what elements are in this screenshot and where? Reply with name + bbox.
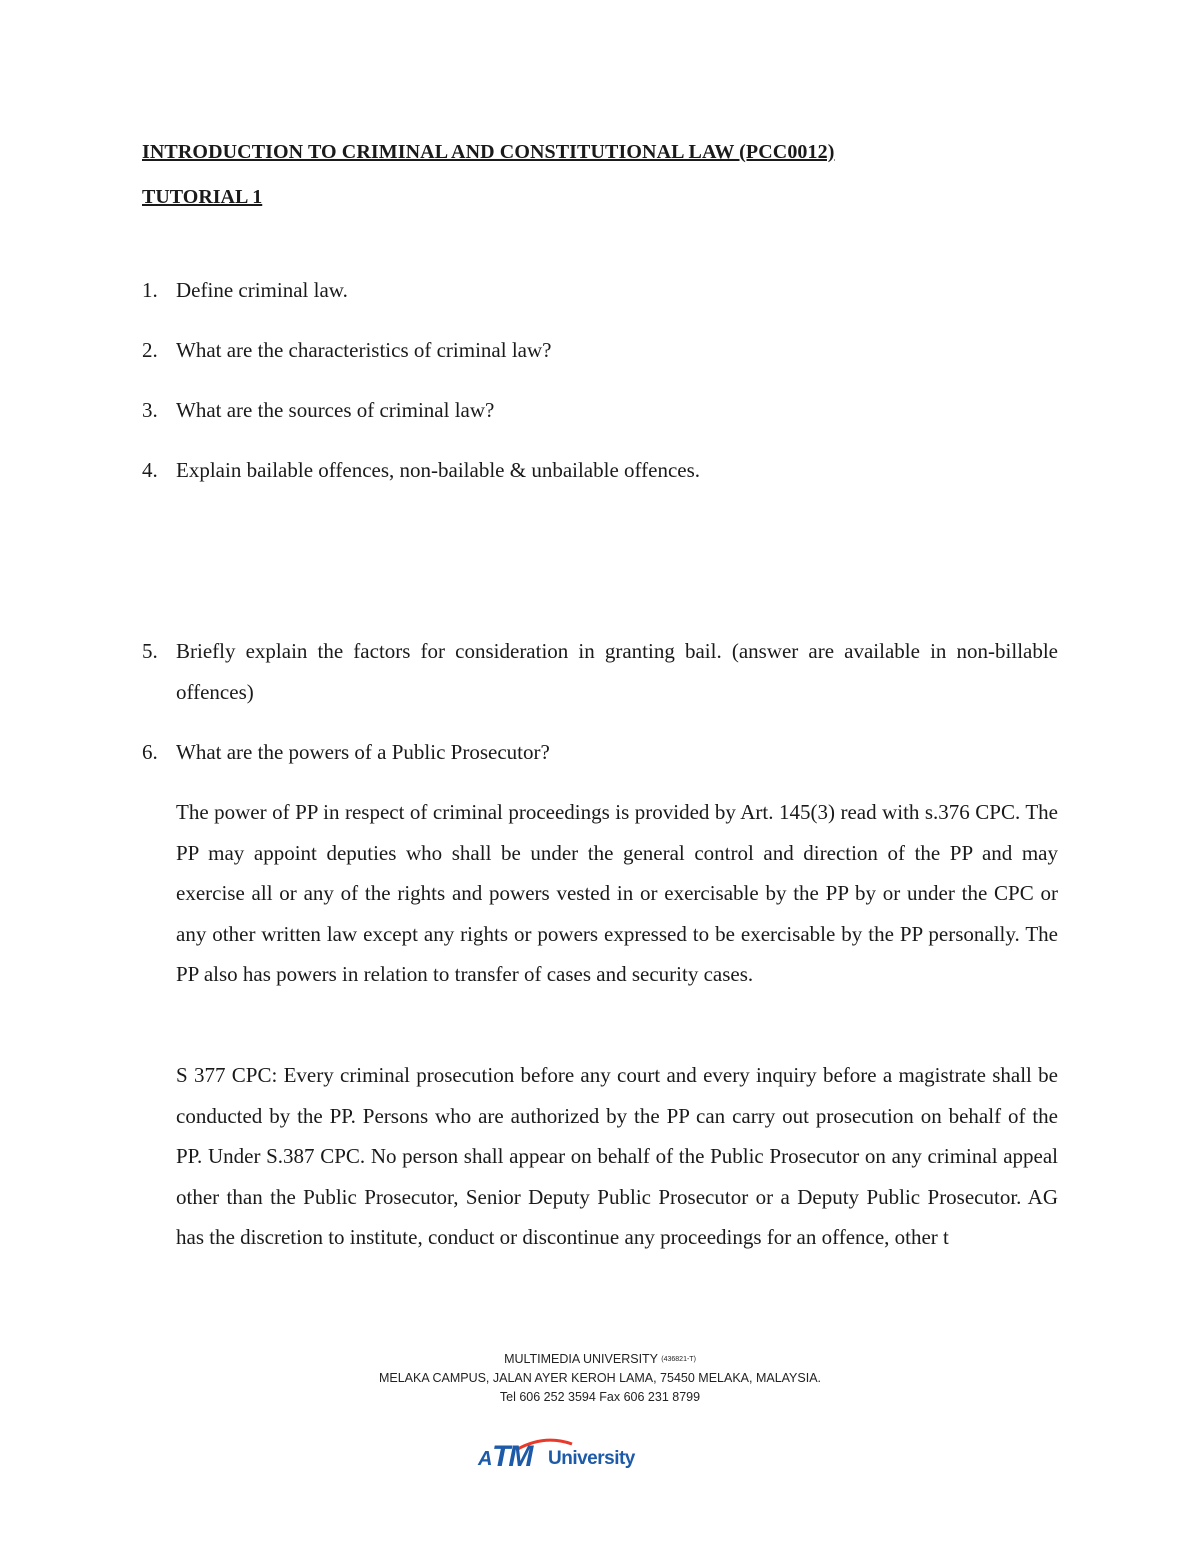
question-text: Briefly explain the factors for consideration in granting bail. (answer are available in non-billable offences) [176,639,1058,704]
question-text: Define criminal law. [176,278,348,302]
question-item [142,732,1058,773]
question-number: 3. [142,398,158,422]
logo-brand: TM [492,1440,532,1473]
tm-university-logo [478,1440,635,1480]
question-item [142,330,1058,371]
question-number: 1. [142,278,158,302]
question-text: What are the characteristics of criminal law? [176,338,552,362]
logo-prefix: A [478,1448,493,1470]
question-number: 2. [142,338,158,362]
document-title: INTRODUCTION TO CRIMINAL AND CONSTITUTIONAL LAW (PCC0012) [142,141,835,163]
university-name: MULTIMEDIA UNIVERSITY [504,1352,658,1366]
question-item [142,631,1058,712]
registration-number: (436821-T) [661,1356,696,1364]
answer-paragraph: The power of PP in respect of criminal proceedings is provided by Art. 145(3) read with s.376 CPC. The PP may appoint deputies who shall be under the general control and direction of the PP and may exercise all or any of the rights and powers vested in or exercisable by the PP by or under the CPC or any other written law except any rights or powers expressed to be exercisable by the PP personally. The PP also has powers in relation to transfer of cases and security cases. [176,800,1058,987]
question-text: What are the sources of criminal law? [176,398,495,422]
question-item [142,390,1058,431]
question-item [142,270,1058,311]
logo-suffix: University [548,1448,635,1469]
footer-address: MELAKA CAMPUS, JALAN AYER KEROH LAMA, 75450 MELAKA, MALAYSIA. [378,1371,822,1385]
question-text: What are the powers of a Public Prosecutor? [176,740,550,764]
answer-paragraph: S 377 CPC: Every criminal prosecution before any court and every inquiry before a magistrate shall be conducted by the PP. Persons who are authorized by the PP can carry out prosecution on behalf of the PP. Under S.387 CPC. No person shall appear on behalf of the Public Prosecutor on any criminal appeal other than the Public Prosecutor, Senior Deputy Public Prosecutor or a Deputy Public Prosecutor. AG has the discretion to institute, conduct or discontinue any proceedings for an offence, other t [176,1063,1058,1250]
footer-contact: Tel 606 252 3594 Fax 606 231 8799 [499,1390,701,1404]
question-number: 6. [142,740,158,764]
question-item [142,450,1058,491]
question-text: Explain bailable offences, non-bailable & unbailable offences. [176,458,701,482]
footer-university [0,1352,1200,1366]
tutorial-heading: TUTORIAL 1 [142,186,263,208]
question-number: 4. [142,458,158,482]
question-number: 5. [142,639,158,663]
